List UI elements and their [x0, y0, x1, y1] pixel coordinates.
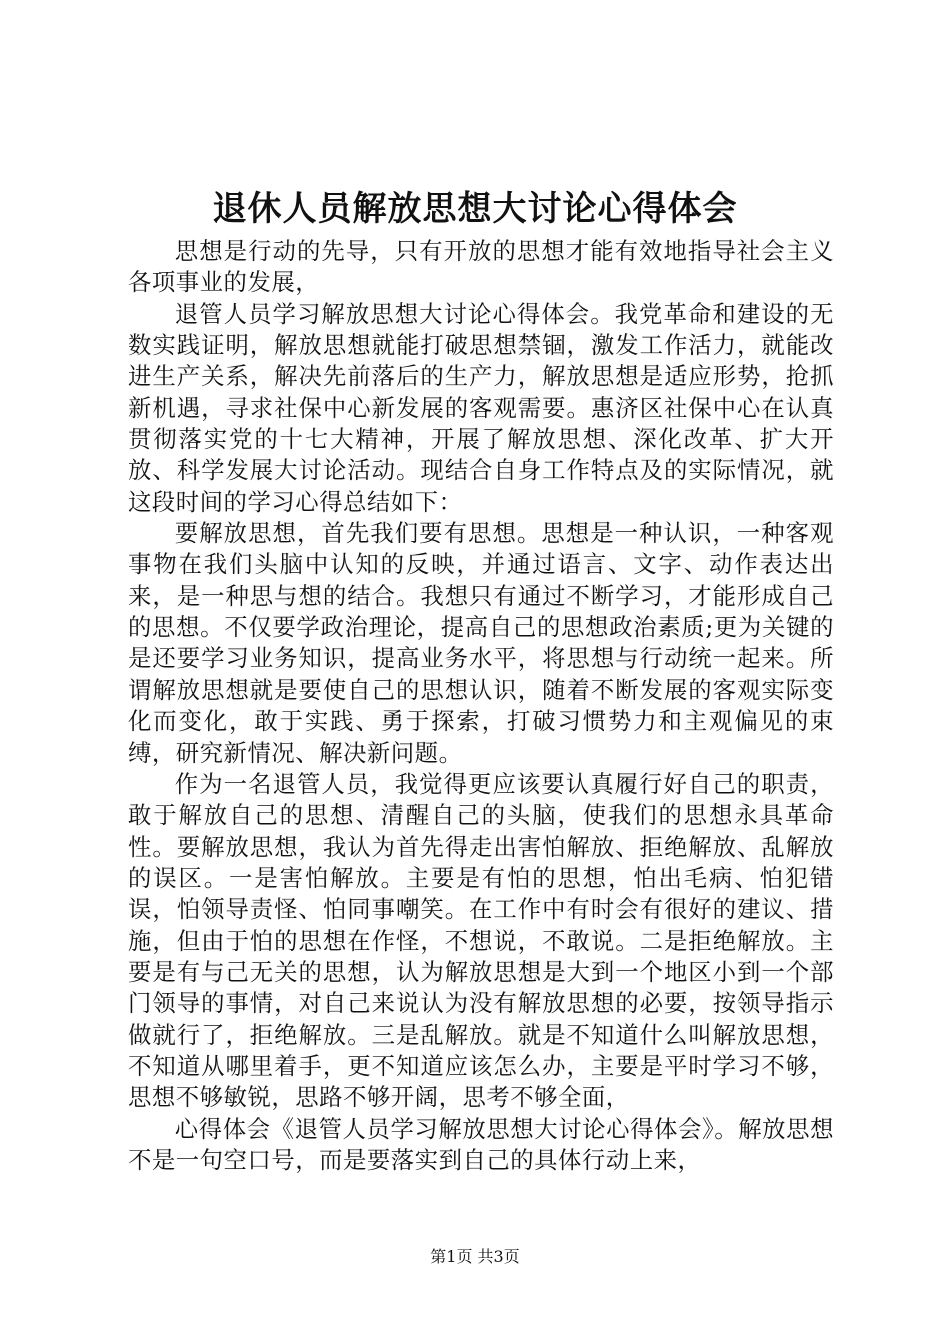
paragraph-1: 思想是行动的先导，只有开放的思想才能有效地指导社会主义各项事业的发展，: [128, 237, 834, 297]
paragraph-4: 作为一名退管人员，我觉得更应该要认真履行好自己的职责，敢于解放自己的思想、清醒自己的头脑，使我们的思想永具革命性。要解放思想，我认为首先得走出害怕解放、拒绝解放、乱解放的误区。一是害怕解放。主要是有怕的思想，怕出毛病、怕犯错误，怕领导责怪、怕同事嘲笑。在工作中有时会有很好的建议、措施，但由于怕的思想在作怪，不想说，不敢说。二是拒绝解放。主要是有与己无关的思想，认为解放思想是大到一个地区小到一个部门领导的事情，对自己来说认为没有解放思想的必要，按领导指示做就行了，拒绝解放。三是乱解放。就是不知道什么叫解放思想，不知道从哪里着手，更不知道应该怎么办，主要是平时学习不够，思想不够敏锐，思路不够开阔，思考不够全面，: [128, 769, 834, 1112]
paragraph-2: 退管人员学习解放思想大讨论心得体会。我党革命和建设的无数实践证明，解放思想就能打破思想禁锢，激发工作活力，就能改进生产关系，解决先前落后的生产力，解放思想是适应形势，抢抓新机遇，寻求社保中心新发展的客观需要。惠济区社保中心在认真贯彻落实党的十七大精神，开展了解放思想、深化改革、扩大开放、科学发展大讨论活动。现结合自身工作特点及的实际情况，就这段时间的学习心得总结如下：: [128, 299, 834, 516]
paragraph-3: 要解放思想，首先我们要有思想。思想是一种认识，一种客观事物在我们头脑中认知的反映，并通过语言、文字、动作表达出来，是一种思与想的结合。我想只有通过不断学习，才能形成自己的思想。不仅要学政治理论，提高自己的思想政治素质;更为关键的是还要学习业务知识，提高业务水平，将思想与行动统一起来。所谓解放思想就是要使自己的思想认识，随着不断发展的客观实际变化而变化，敢于实践、勇于探索，打破习惯势力和主观偏见的束缚，研究新情况、解决新问题。: [128, 519, 834, 767]
document-title: 退休人员解放思想大讨论心得体会: [212, 189, 738, 229]
page-number-footer: 第1页 共3页: [430, 1247, 520, 1266]
document-body: [128, 236, 834, 1176]
paragraph-5: 心得体会《退管人员学习解放思想大讨论心得体会》。解放思想不是一句空口号，而是要落实到自己的具体行动上来，: [128, 1114, 834, 1174]
